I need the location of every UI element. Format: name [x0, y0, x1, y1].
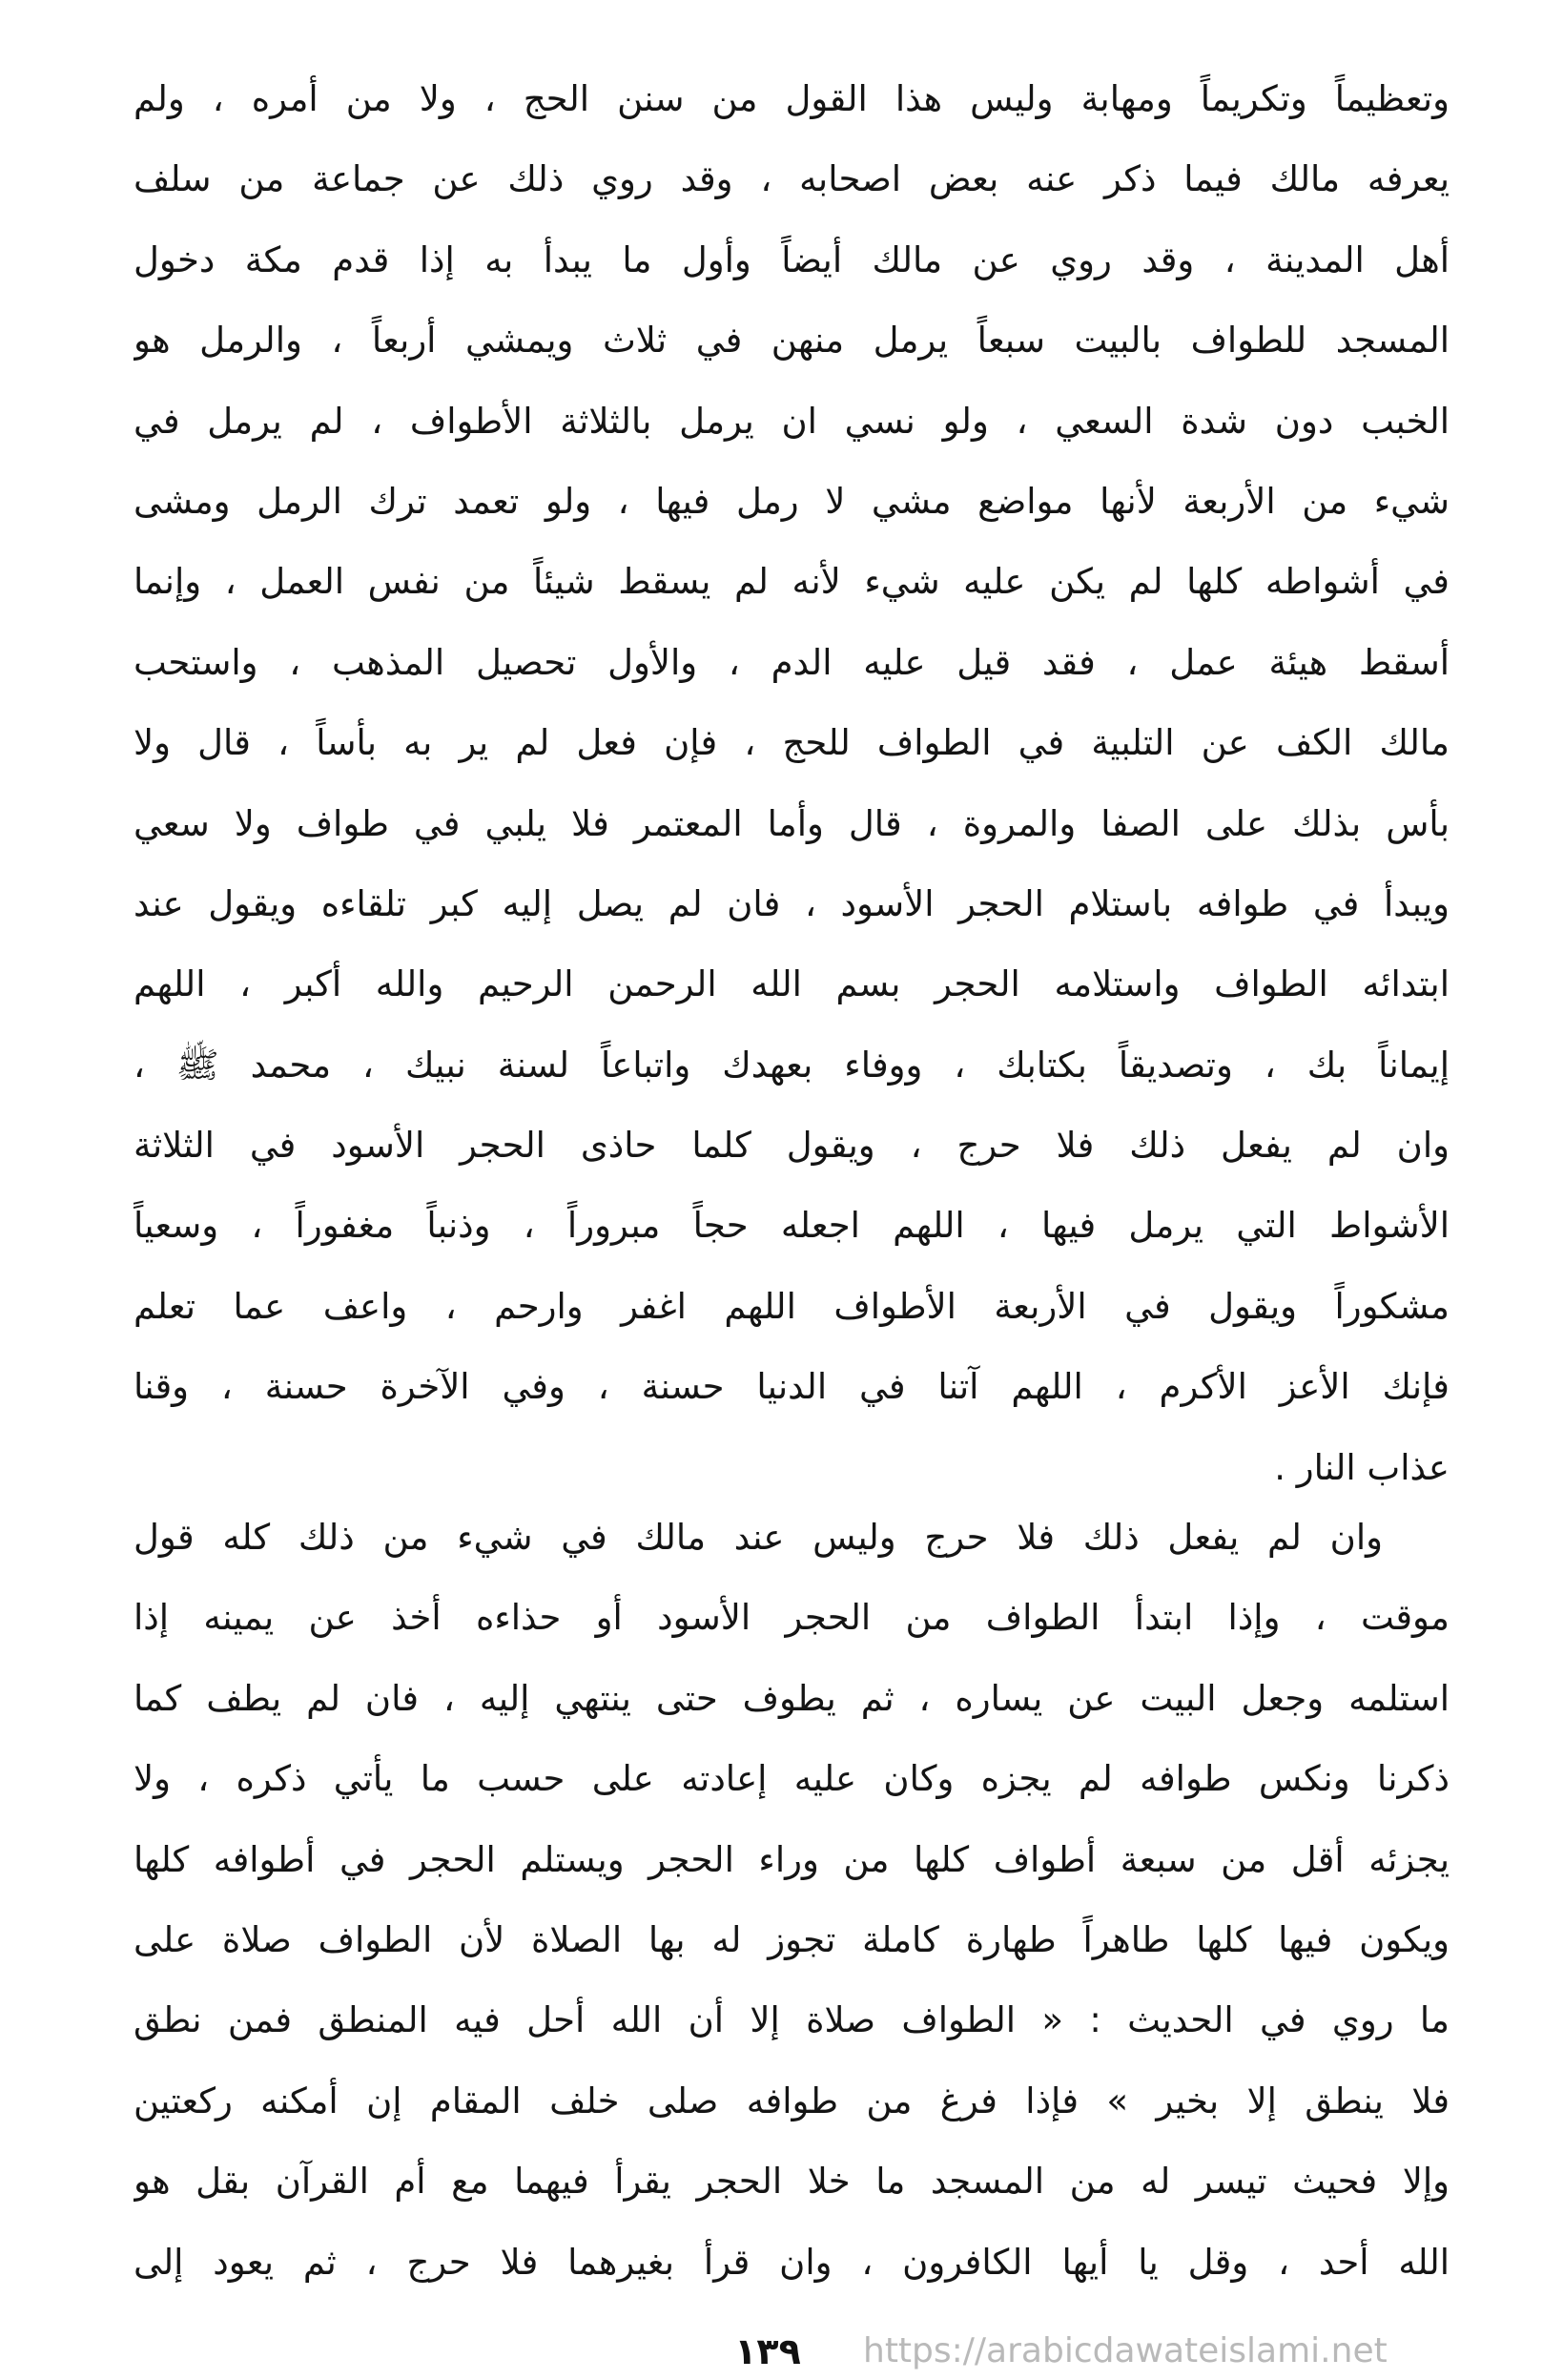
watermark-url: https://arabicdawateislami.net — [863, 2331, 1388, 2370]
text-line: الله أحد ، وقل يا أيها الكافرون ، وان قرأ بغيرهما فلا حرج ، ثم يعود إلى — [134, 2241, 1450, 2283]
text-line: فإنك الأعز الأكرم ، اللهم آتنا في الدنيا حسنة ، وفي الآخرة حسنة ، وقنا — [134, 1366, 1450, 1408]
text-line: بأس بذلك على الصفا والمروة ، قال وأما المعتمر فلا يلبي في طواف ولا سعي — [134, 802, 1450, 844]
text-line: شيء من الأربعة لأنها مواضع مشي لا رمل فيها ، ولو تعمد ترك الرمل ومشى — [134, 480, 1450, 522]
text-line: في أشواطه كلها لم يكن عليه شيء لأنه لم يسقط شيئاً من نفس العمل ، وإنما — [134, 561, 1450, 603]
page-number: ١٣٩ — [734, 2330, 801, 2372]
text-line: وان لم يفعل ذلك فلا حرج ، ويقول كلما حاذى الحجر الأسود في الثلاثة — [134, 1125, 1450, 1167]
text-line: مالك الكف عن التلبية في الطواف للحج ، فإن فعل لم ير به بأساً ، قال ولا — [134, 722, 1450, 764]
text-line: عذاب النار . — [1274, 1446, 1450, 1488]
text-line: ويبدأ في طوافه باستلام الحجر الأسود ، فان لم يصل إليه كبر تلقاءه ويقول عند — [134, 882, 1450, 924]
text-line: وإلا فحيث تيسر له من المسجد ما خلا الحجر يقرأ فيهما مع أم القرآن بقل هو — [134, 2161, 1450, 2203]
text-line: الخبب دون شدة السعي ، ولو نسي ان يرمل بالثلاثة الأطواف ، لم يرمل في — [134, 400, 1450, 442]
text-line: إيماناً بك ، وتصديقاً بكتابك ، ووفاء بعهدك واتباعاً لسنة نبيك ، محمد ﷺ ، — [134, 1044, 1450, 1086]
text-line: يعرفه مالك فيما ذكر عنه بعض اصحابه ، وقد روي ذلك عن جماعة من سلف — [134, 158, 1450, 200]
text-line: المسجد للطواف بالبيت سبعاً يرمل منهن في ثلاث ويمشي أربعاً ، والرمل هو — [134, 320, 1450, 362]
text-line: فلا ينطق إلا بخير » فإذا فرغ من طوافه صلى خلف المقام إن أمكنه ركعتين — [134, 2080, 1450, 2121]
text-line: ما روي في الحديث : « الطواف صلاة إلا أن الله أحل فيه المنطق فمن نطق — [134, 1999, 1450, 2041]
text-line: مشكوراً ويقول في الأربعة الأطواف اللهم اغفر وارحم ، واعف عما تعلم — [134, 1285, 1450, 1327]
page-footer — [0, 2328, 1563, 2375]
text-line: وتعظيماً وتكريماً ومهابة وليس هذا القول من سنن الحج ، ولا من أمره ، ولم — [134, 78, 1450, 119]
text-line: الأشواط التي يرمل فيها ، اللهم اجعله حجاً مبروراً ، وذنباً مغفوراً ، وسعياً — [134, 1205, 1450, 1247]
text-line: ذكرنا ونكس طوافه لم يجزه وكان عليه إعادته على حسب ما يأتي ذكره ، ولا — [134, 1758, 1450, 1800]
text-line: يجزئه أقل من سبعة أطواف كلها من وراء الحجر ويستلم الحجر في أطوافه كلها — [134, 1838, 1450, 1880]
text-line: وان لم يفعل ذلك فلا حرج وليس عند مالك في شيء من ذلك كله قول — [134, 1517, 1383, 1558]
paragraph-1 — [134, 59, 1450, 1508]
text-line: موقت ، وإذا ابتدأ الطواف من الحجر الأسود أو حذاءه أخذ عن يمينه إذا — [134, 1597, 1450, 1639]
text-line: استلمه وجعل البيت عن يساره ، ثم يطوف حتى ينتهي إليه ، فان لم يطف كما — [134, 1677, 1450, 1719]
text-line: أهل المدينة ، وقد روي عن مالك أيضاً وأول ما يبدأ به إذا قدم مكة دخول — [134, 238, 1450, 280]
text-line: ابتدائه الطواف واستلامه الحجر بسم الله الرحمن الرحيم والله أكبر ، اللهم — [134, 963, 1450, 1005]
text-line: أسقط هيئة عمل ، فقد قيل عليه الدم ، والأول تحصيل المذهب ، واستحب — [134, 641, 1450, 683]
text-line: ويكون فيها كلها طاهراً طهارة كاملة تجوز له بها الصلاة لأن الطواف صلاة على — [134, 1918, 1450, 1960]
paragraph-2 — [134, 1498, 1450, 2303]
